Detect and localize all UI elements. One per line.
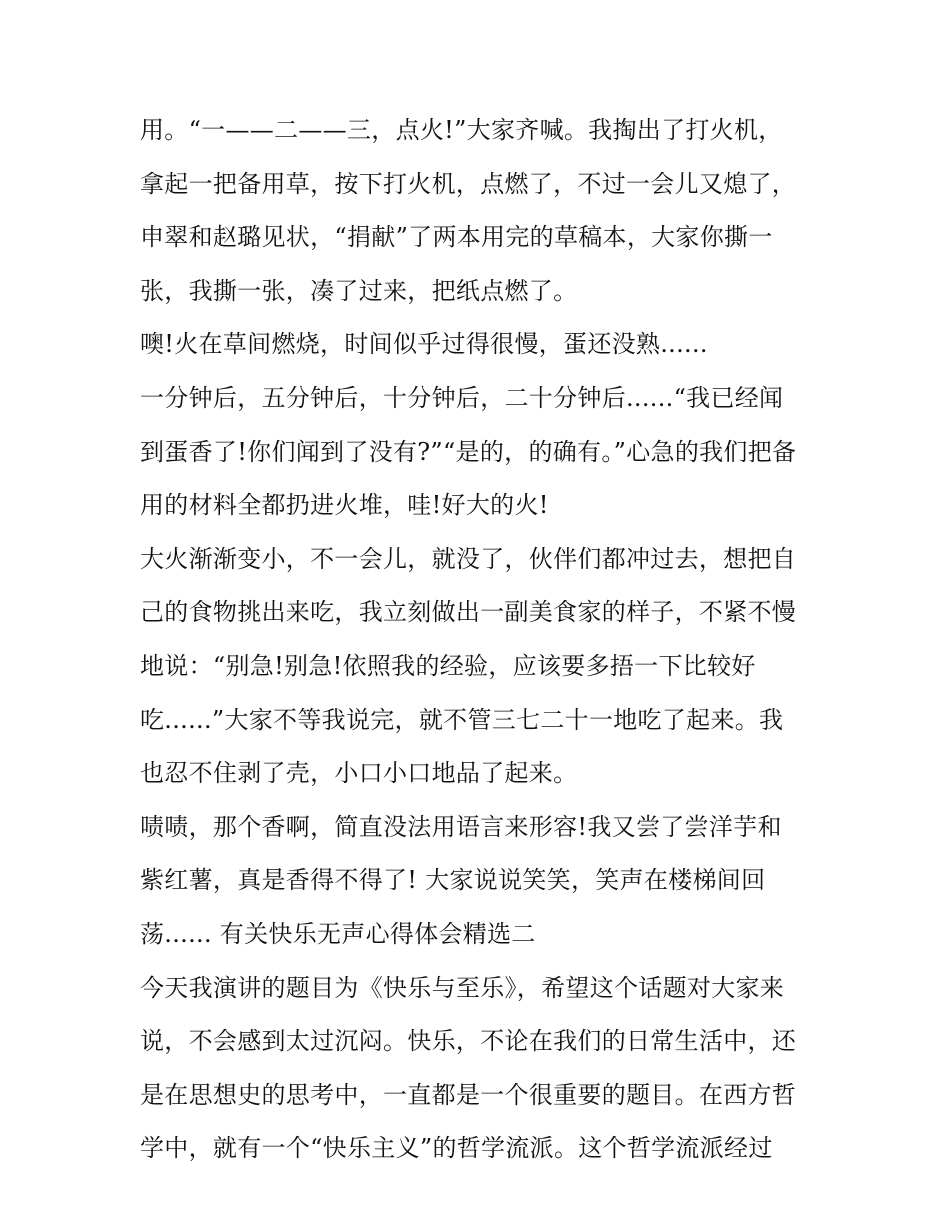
text-line: 紫红薯，真是香得不得了! 大家说说笑笑，笑声在楼梯间回 bbox=[140, 866, 766, 895]
text-line: 说，不会感到太过沉闷。快乐，不论在我们的日常生活中，还 bbox=[140, 1027, 797, 1056]
text-line: 噢!火在草间燃烧，时间似乎过得很慢，蛋还没熟...... bbox=[140, 330, 708, 359]
text-line: 荡...... 有关快乐无声心得体会精选二 bbox=[140, 919, 536, 948]
text-line: 用的材料全都扔进火堆，哇!好大的火! bbox=[140, 491, 549, 520]
text-line: 今天我演讲的题目为《快乐与至乐》，希望这个话题对大家来 bbox=[140, 973, 785, 1002]
text-line: 地说：“别急!别急!依照我的经验，应该要多捂一下比较好 bbox=[140, 651, 756, 680]
text-line: 一分钟后，五分钟后，十分钟后，二十分钟后......“我已经闻 bbox=[140, 383, 784, 412]
text-line: 己的食物挑出来吃，我立刻做出一副美食家的样子，不紧不慢 bbox=[140, 598, 797, 627]
document-body bbox=[140, 104, 830, 1176]
text-line: 申翠和赵璐见状，“捐献”了两本用完的草稿本，大家你撕一 bbox=[140, 223, 773, 252]
text-line: 用。“一——二——三，点火!”大家齐喊。我掏出了打火机， bbox=[140, 116, 783, 144]
text-line: 大火渐渐变小，不一会儿，就没了，伙伴们都冲过去，想把自 bbox=[140, 544, 797, 573]
text-line: 也忍不住剥了壳，小口小口地品了起来。 bbox=[140, 759, 578, 788]
text-line: 吃......”大家不等我说完，就不管三七二十一地吃了起来。我 bbox=[140, 705, 784, 734]
text-line: 啧啧，那个香啊，简直没法用语言来形容!我又尝了尝洋芋和 bbox=[140, 812, 782, 841]
text-line: 张，我撕一张，凑了过来，把纸点燃了。 bbox=[140, 276, 578, 305]
text-line: 是在思想史的思考中，一直都是一个很重要的题目。在西方哲 bbox=[140, 1080, 797, 1109]
text-line: 学中，就有一个“快乐主义”的哲学流派。这个哲学流派经过 bbox=[140, 1134, 773, 1163]
text-line: 拿起一把备用草，按下打火机，点燃了，不过一会儿又熄了， bbox=[140, 169, 797, 198]
text-line: 到蛋香了!你们闻到了没有?”“是的，的确有。”心急的我们把备 bbox=[140, 437, 797, 466]
